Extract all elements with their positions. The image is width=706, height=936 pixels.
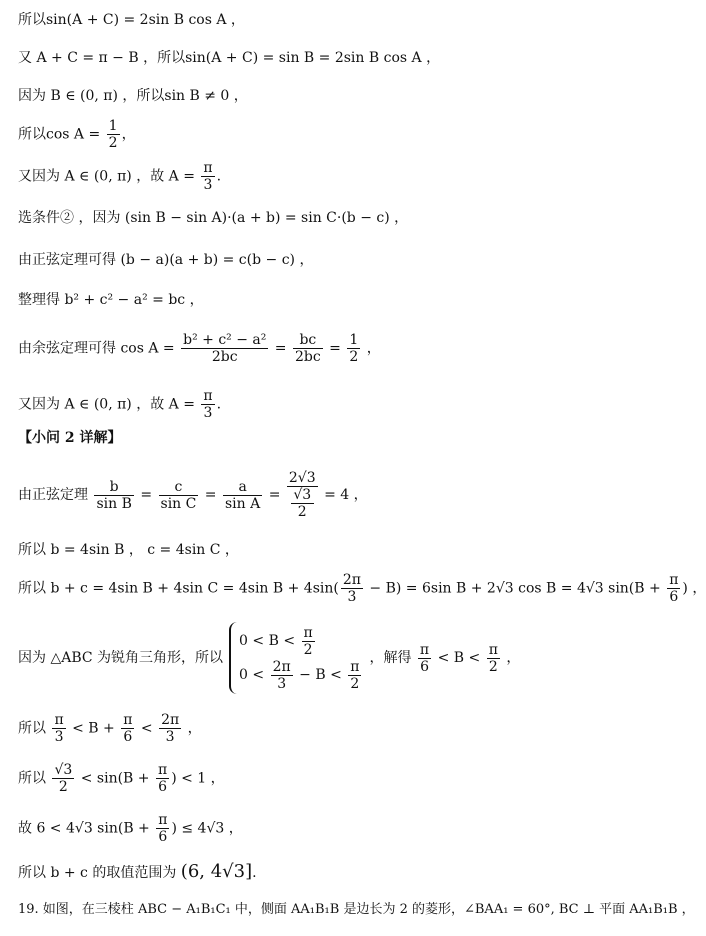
inequality-system: 0 < B < $\frac{\pi}{2}$ 0 < $\frac{2\pi}{3}$ − B < $\frac{\pi}{2}$ — [229, 622, 363, 694]
fraction: $\frac{\pi}{3}$ — [203, 388, 213, 421]
line-18: 故 6 < 4√3 sin(B + $\frac{\pi}{6}$ ) ≤ 4√3 ， — [18, 812, 243, 845]
section-heading: 【小问 2 详解】 — [18, 430, 122, 446]
line-16: 所以 $\frac{\pi}{3}$ < B + $\frac{\pi}{6}$ < $\frac{2\pi}{3}$ ， — [18, 712, 202, 745]
fraction: $\frac{1}{2}$ — [108, 118, 118, 151]
fraction: $\frac{1}{2}$ — [349, 332, 359, 365]
fraction: $\frac{\text{b² + c² − a²}}{2bc}$ — [183, 332, 267, 365]
line-9: 由余弦定理可得 cos A = $\frac{\text{b² + c² − a²}}{2bc}$ = $\frac{bc}{2bc}$ = $\frac{1}{2}$ ， — [18, 332, 381, 365]
text: 所以cos A = — [18, 126, 105, 143]
line-13: 所以 b = 4sin B ， c = 4sin C ， — [18, 542, 239, 558]
fraction: $\frac{b}{\text{sin B}}$ — [96, 478, 132, 512]
fraction: $\frac{\pi}{2}$ — [488, 641, 498, 675]
line-sine-rule: 由正弦定理 $\frac{b}{\text{sin B}}$ = $\frac{c}{\text{sin C}}$ = $\frac{a}{\text{sin A}}$ = 2√3 √3 2 = 4 ， — [18, 470, 368, 520]
line-14: 所以 b + c = 4sin B + 4sin C = 4sin B + 4sin( $\frac{2\pi}{3}$ − B) = 6sin B + 2√3 cos B = 4√3 sin(B + $\frac{\pi}{6}$ ) ， — [18, 572, 706, 605]
line-2: 又 A + C = π − B ，所以sin(A + C) = sin B = 2sin B cos A ， — [18, 50, 441, 66]
line-8: 整理得 b² + c² − a² = bc ， — [18, 292, 204, 308]
fraction: $\frac{\pi}{6}$ — [669, 572, 679, 605]
line-15: 因为 △ABC 为锐角三角形，所以 0 < B < $\frac{\pi}{2}$ 0 < $\frac{2\pi}{3}$ − B < $\frac{\pi}{2}$ ，解得 $\frac{\pi}{6}$ < B < $\frac{\pi}{2}$ ， — [18, 622, 520, 694]
fraction: $\frac{c}{\text{sin C}}$ — [160, 478, 197, 512]
line-7: 由正弦定理可得 (b − a)(a + b) = c(b − c) ， — [18, 252, 314, 268]
line-4: 所以cos A = $\frac{1}{2}$ ， — [18, 118, 136, 151]
fraction: 2√3 √3 2 — [288, 470, 316, 520]
fraction: $\frac{\pi}{6}$ — [419, 641, 430, 675]
problem-19: 19. 如图，在三棱柱 ABC − A₁B₁C₁ 中，侧面 AA₁B₁B 是边长为 2 的菱形，∠BAA₁ = 60°, BC ⊥ 平面 AA₁B₁B ， — [18, 902, 695, 917]
line-5: 又因为 A ∈ (0, π) ，故 A = $\frac{\pi}{3}$ . — [18, 160, 222, 193]
nested-fraction: √3 2 — [289, 487, 316, 520]
fraction: $\frac{\pi}{3}$ — [203, 160, 213, 193]
line-10: 又因为 A ∈ (0, π) ，故 A = $\frac{\pi}{3}$ . — [18, 388, 222, 421]
fraction: $\frac{a}{\text{sin A}}$ — [225, 478, 261, 512]
line-17: 所以 $\frac{√3}{2}$ < sin(B + $\frac{\pi}{6}$ ) < 1 ， — [18, 762, 225, 795]
fraction: $\frac{bc}{2bc}$ — [295, 332, 321, 365]
line-1: 所以sin(A + C) = 2sin B cos A ， — [18, 12, 245, 28]
fraction: $\frac{2\pi}{3}$ — [342, 572, 361, 605]
line-19: 所以 b + c 的取值范围为 (6, 4√3]. — [18, 861, 257, 882]
line-6: 选条件② ，因为 (sin B − sin A)·(a + b) = sin C·(b − c) ， — [18, 210, 409, 226]
line-3: 因为 B ∈ (0, π) ，所以sin B ≠ 0 ， — [18, 88, 248, 104]
